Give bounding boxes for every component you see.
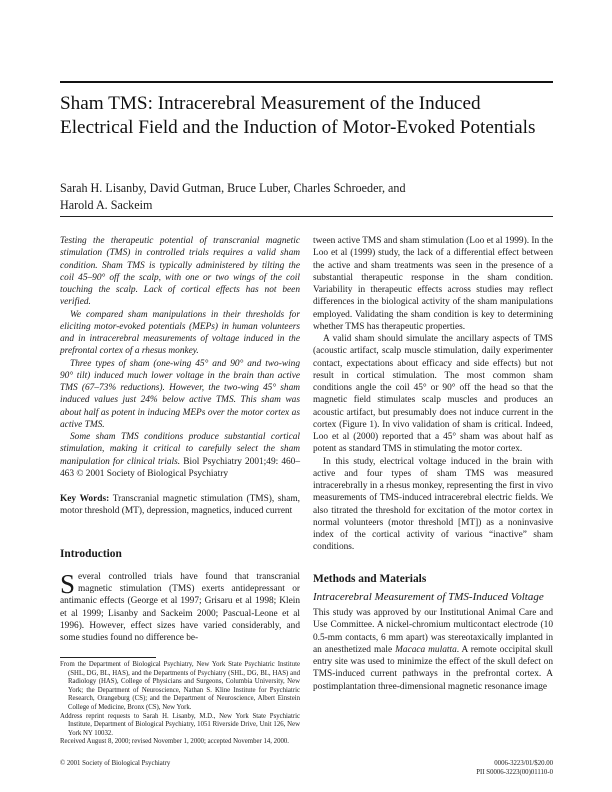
abstract <box>60 235 300 480</box>
keywords <box>60 493 300 518</box>
drop-cap: S <box>60 568 76 599</box>
methods-heading: Methods and Materials <box>313 572 427 585</box>
footnote-rule <box>60 657 156 658</box>
left-column <box>60 235 300 644</box>
journal-citation: Biol Psychiatry 2001;49: 460–463 © 2001 Society of Biological Psychiatry <box>60 456 301 479</box>
intro-text: everal controlled trials have found that transcranial magnetic stimulation (TMS) exerts antidepressant or antimanic effects (George et al 1997; Grisaru et al 1998; Klein et al 1999; Lisanby and Sackeim 2000; Pascual-Leone et al 1996). However, effect sizes have varied considerably, and some studies found no difference be- <box>60 571 300 643</box>
footer-pii: PII S0006-3223(00)01110-0 <box>476 768 553 776</box>
footer-copyright: © 2001 Society of Biological Psychiatry <box>60 760 171 767</box>
footer-issn: 0006-3223/01/$20.00 <box>494 760 553 767</box>
introduction-heading: Introduction <box>60 547 122 560</box>
affiliation-note: From the Department of Biological Psychiatry, New York State Psychiatric Institute (SHL, DG, BL, HAS), and the Departments of Psychiatry (SHL, DG, BL, HAS) and Radiology (HAS), College of Physicians and Surgeons, Columbia University, New York; the Department of Neuroscience, Nathan S. Kline Institute for Psychiatric Research, Orangeburg (CS); and the Department of Neuroscience, Albert Einstein College of Medicine, Bronx (CS), New York. <box>60 661 300 711</box>
body-paragraph-3: In this study, electrical voltage induced in the brain with active and four types of sham TMS was measured intracerebrally in a rhesus monkey, representing the first in vivo measurements of TMS-induced intracerebral electric fields. We also titrated the threshold for excitation of the motor cortex in normal volunteers (motor threshold [MT]) as a noninvasive index of the cortical activity of various “inactive” sham conditions. <box>313 456 553 553</box>
keywords-label: Key Words: <box>60 494 110 504</box>
authors-line-2: Harold A. Sackeim <box>60 198 153 212</box>
methods-paragraph-1 <box>313 607 553 693</box>
intro-paragraph-1 <box>60 568 300 645</box>
keywords-text: Transcranial magnetic stimulation (TMS), sham, motor threshold (MT), depression, magnetics, induced current <box>60 494 300 517</box>
abstract-paragraph-4 <box>60 431 300 480</box>
footer-identifiers <box>476 760 553 777</box>
right-column <box>313 235 553 693</box>
authors-line-1: Sarah H. Lisanby, David Gutman, Bruce Luber, Charles Schroeder, and <box>60 181 406 195</box>
abstract-paragraph-1: Testing the therapeutic potential of transcranial magnetic stimulation (TMS) in controlled trials requires a valid sham condition. Sham TMS is typically administered by tilting the coil 45–90° off the scalp, with one or two wings of the coil touching the scalp. Lack of cortical effects has not been verified. <box>60 236 300 308</box>
received-note: Received August 8, 2000; revised November 1, 2000; accepted November 14, 2000. <box>60 738 289 746</box>
body-paragraph-1: tween active TMS and sham stimulation (Loo et al 1999). In the Loo et al (1999) study, the lack of a differential effect between the active and sham treatments was seen in the presence of a substantial therapeutic response in the sham condition. Variability in therapeutic effects across studies may reflect differences in the biological activity of the sham manipulations employed. Validating the sham condition is key to determining whether TMS has therapeutic properties. <box>313 236 553 332</box>
footnotes <box>60 661 300 747</box>
abstract-paragraph-3: Three types of sham (one-wing 45° and 90° and two-wing 90° tilt) induced much lower voltage in the brain than active TMS (67–73% reductions). However, the two-wing 45° sham induced values just 24% below active TMS. This sham was about half as potent in inducing MEPs over the motor cortex as active TMS. <box>60 358 300 430</box>
species-name: Macaca mulatta <box>395 644 457 655</box>
abstract-paragraph-2: We compared sham manipulations in their thresholds for eliciting motor-evoked potentials (MEPs) in human volunteers and in intracerebral measurements of voltage induced in the prefrontal cortex of a rhesus monkey. <box>60 309 300 357</box>
author-list <box>60 180 553 214</box>
methods-subheading: Intracerebral Measurement of TMS-Induced Voltage <box>313 590 544 603</box>
body-paragraph-2: A valid sham should simulate the ancillary aspects of TMS (acoustic artifact, scalp muscle stimulation, daily experimenter contact, expectations about efficacy and side effects) but not result in cortical stimulation. The most common sham conditions angle the coil 45° or 90° off the head so that the magnetic field stimulates scalp muscles and produces an acoustic artifact, but presumably does not induce current in the cortex (Figure 1). In vivo validation of sham is critical. Indeed, Loo et al (2000) reported that a 45° sham was about half as potent as standard TMS in stimulating the motor cortex. <box>313 334 553 455</box>
author-rule <box>60 216 553 217</box>
methods-text-a: This study was approved by our Institutional Animal Care and Use Committee. A nickel-chromium multicontact electrode (10 0.5-mm contacts, 6 mm apart) was stereotaxically implanted in an anesthetized male <box>313 608 553 655</box>
abstract-conclusion: Some sham TMS conditions produce substantial cortical stimulation, making it critical to carefully select the sham manipulation for clinical trials. <box>60 432 300 467</box>
article-title: Sham TMS: Intracerebral Measurement of the Induced Electrical Field and the Induction of Motor-Evoked Potentials <box>60 93 536 138</box>
top-rule <box>60 81 553 83</box>
address-note: Address reprint requests to Sarah H. Lisanby, M.D., New York State Psychiatric Institute, Department of Biological Psychiatry, 1051 Riverside Drive, Unit 126, New York NY 10032. <box>60 712 300 737</box>
methods-text-b: . A remote occipital skull entry site was used to minimize the effect of the skull defect on TMS-induced current pathways in the prefrontal cortex. A postimplantation three-dimensional magnetic resonance image <box>313 644 554 692</box>
